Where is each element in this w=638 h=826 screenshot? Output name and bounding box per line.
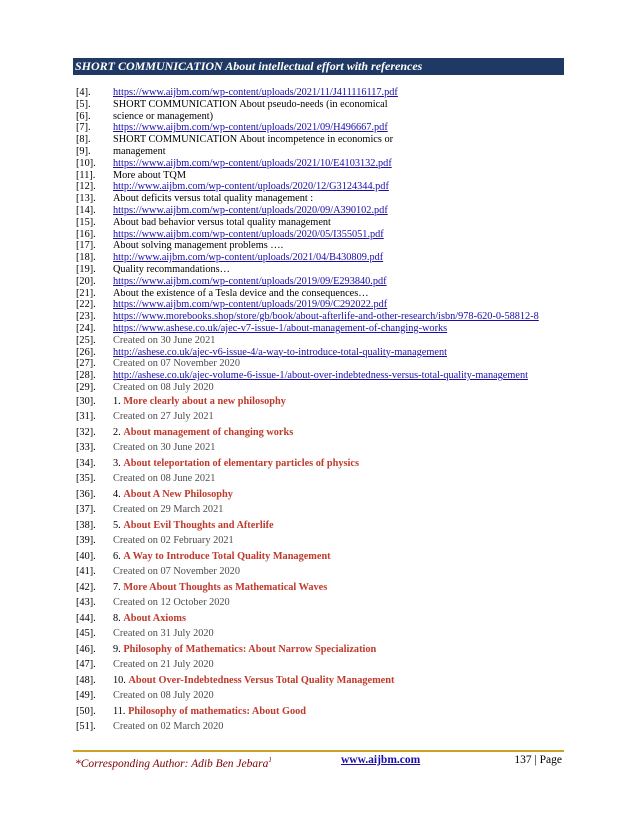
reference-item xyxy=(76,595,566,611)
reference-item xyxy=(76,276,566,288)
reference-text: Quality recommandations… xyxy=(113,263,230,275)
reference-text: About bad behavior versus total quality management xyxy=(113,216,331,228)
article-title xyxy=(113,704,306,720)
reference-item xyxy=(76,719,566,735)
reference-number: [10]. xyxy=(76,157,96,169)
article-title xyxy=(113,487,233,503)
reference-item xyxy=(76,518,566,534)
reference-item xyxy=(76,252,566,264)
article-index: 11. xyxy=(113,705,126,717)
reference-item xyxy=(76,170,566,182)
reference-number: [18]. xyxy=(76,252,96,264)
reference-number: [24]. xyxy=(76,322,96,334)
reference-item xyxy=(76,502,566,518)
reference-number: [35]. xyxy=(76,473,96,485)
reference-number: [31]. xyxy=(76,411,96,423)
reference-item xyxy=(76,580,566,596)
reference-number: [41]. xyxy=(76,566,96,578)
reference-link[interactable]: https://www.aijbm.com/wp-content/uploads/2020/05/I355051.pdf xyxy=(113,228,384,240)
reference-number: [30]. xyxy=(76,395,96,407)
reference-number: [6]. xyxy=(76,110,91,122)
reference-number: [14]. xyxy=(76,204,96,216)
reference-number: [13]. xyxy=(76,193,96,205)
article-index: 4. xyxy=(113,488,121,500)
reference-text: SHORT COMMUNICATION About incompetence in economics or xyxy=(113,134,394,146)
reference-link[interactable]: http://www.aijbm.com/wp-content/uploads/2020/12/G3124344.pdf xyxy=(113,181,389,193)
reference-item xyxy=(76,626,566,642)
reference-number: [27]. xyxy=(76,358,96,370)
reference-number: [40]. xyxy=(76,550,96,562)
reference-number: [32]. xyxy=(76,426,96,438)
reference-item xyxy=(76,471,566,487)
reference-item xyxy=(76,335,566,347)
reference-number: [33]. xyxy=(76,442,96,454)
reference-item xyxy=(76,657,566,673)
reference-link[interactable]: https://www.aijbm.com/wp-content/uploads/2021/11/J411116117.pdf xyxy=(113,87,398,98)
article-title-text[interactable]: About Evil Thoughts and Afterlife xyxy=(123,519,274,531)
reference-item xyxy=(76,382,566,394)
reference-item xyxy=(76,264,566,276)
article-title-text[interactable]: More About Thoughts as Mathematical Waves xyxy=(123,581,328,593)
reference-item xyxy=(76,311,566,323)
reference-link[interactable]: https://www.aijbm.com/wp-content/uploads/2019/09/E293840.pdf xyxy=(113,275,387,287)
created-date: Created on 31 July 2020 xyxy=(113,628,214,640)
reference-item xyxy=(76,611,566,627)
reference-number: [39]. xyxy=(76,535,96,547)
reference-number: [11]. xyxy=(76,169,96,181)
reference-item xyxy=(76,533,566,549)
page-number: 137 | Page xyxy=(514,754,562,766)
article-title-text[interactable]: About Axioms xyxy=(123,612,186,624)
reference-item xyxy=(76,394,566,410)
reference-text: science or management) xyxy=(113,110,214,122)
reference-number: [45]. xyxy=(76,628,96,640)
article-title xyxy=(113,425,293,441)
article-title xyxy=(113,673,394,689)
article-title xyxy=(113,456,359,472)
reference-item xyxy=(76,299,566,311)
reference-number: [26]. xyxy=(76,346,96,358)
reference-number: [42]. xyxy=(76,581,96,593)
article-title xyxy=(113,549,331,565)
reference-number: [28]. xyxy=(76,370,96,382)
reference-item xyxy=(76,217,566,229)
reference-link[interactable]: https://www.ashese.co.uk/ajec-v7-issue-1/about-management-of-changing-works xyxy=(113,322,448,334)
reference-item xyxy=(76,134,566,146)
reference-number: [16]. xyxy=(76,228,96,240)
created-date: Created on 30 June 2021 xyxy=(113,334,216,346)
article-title xyxy=(113,518,274,534)
created-date: Created on 02 February 2021 xyxy=(113,535,234,547)
reference-text: About deficits versus total quality management : xyxy=(113,193,314,205)
reference-number: [48]. xyxy=(76,674,96,686)
reference-item xyxy=(76,323,566,335)
reference-number: [22]. xyxy=(76,299,96,311)
reference-number: [15]. xyxy=(76,216,96,228)
reference-number: [7]. xyxy=(76,122,91,134)
reference-text: About solving management problems …. xyxy=(113,240,284,252)
created-date: Created on 12 October 2020 xyxy=(113,597,230,609)
reference-item xyxy=(76,158,566,170)
article-title-text[interactable]: A Way to Introduce Total Quality Management xyxy=(123,550,331,562)
corresponding-author: *Corresponding Author: Adib Ben Jebara$^1$ xyxy=(75,756,272,770)
created-date: Created on 02 March 2020 xyxy=(113,721,224,733)
created-date: Created on 08 July 2020 xyxy=(113,381,214,393)
article-title-text[interactable]: More clearly about a new philosophy xyxy=(123,395,286,407)
footer-divider xyxy=(73,750,564,752)
reference-item xyxy=(76,240,566,252)
reference-item xyxy=(76,205,566,217)
reference-number: [23]. xyxy=(76,311,96,323)
reference-number: [5]. xyxy=(76,98,91,110)
reference-item xyxy=(76,181,566,193)
reference-item xyxy=(76,673,566,689)
section-header: SHORT COMMUNICATION About intellectual effort with references xyxy=(73,58,564,75)
created-date: Created on 07 November 2020 xyxy=(113,358,240,370)
reference-link[interactable]: http://ashese.co.uk/ajec-volume-6-issue-1/about-over-indebtedness-versus-total-quality-management xyxy=(113,370,528,382)
reference-item xyxy=(76,549,566,565)
reference-item xyxy=(76,193,566,205)
reference-number: [47]. xyxy=(76,659,96,671)
reference-number: [9]. xyxy=(76,145,91,157)
created-date: Created on 07 November 2020 xyxy=(113,566,240,578)
reference-item xyxy=(76,347,566,359)
reference-item xyxy=(76,229,566,241)
article-title-text[interactable]: About management of changing works xyxy=(123,426,294,438)
reference-item xyxy=(76,487,566,503)
article-index: 7. xyxy=(113,581,121,593)
reference-item xyxy=(76,564,566,580)
reference-link[interactable]: https://www.aijbm.com/wp-content/uploads/2019/09/C292022.pdf xyxy=(113,299,388,311)
reference-number: [50]. xyxy=(76,705,96,717)
article-index: 3. xyxy=(113,457,121,469)
article-index: 6. xyxy=(113,550,121,562)
created-date: Created on 08 July 2020 xyxy=(113,690,214,702)
created-date: Created on 08 June 2021 xyxy=(113,473,216,485)
reference-number: [25]. xyxy=(76,334,96,346)
article-index: 1. xyxy=(113,395,121,407)
reference-item xyxy=(76,146,566,158)
reference-text: More about TQM xyxy=(113,169,187,181)
reference-number: [38]. xyxy=(76,519,96,531)
article-title-text[interactable]: About teleportation of elementary particles of physics xyxy=(123,457,359,469)
reference-number: [44]. xyxy=(76,612,96,624)
journal-website-link[interactable]: www.aijbm.com xyxy=(341,754,421,766)
reference-number: [21]. xyxy=(76,287,96,299)
reference-number: [17]. xyxy=(76,240,96,252)
reference-link[interactable]: https://www.aijbm.com/wp-content/uploads/2021/10/E4103132.pdf xyxy=(113,157,392,169)
reference-number: [20]. xyxy=(76,275,96,287)
reference-item xyxy=(76,111,566,123)
reference-link[interactable]: http://ashese.co.uk/ajec-v6-issue-4/a-way-to-introduce-total-quality-management xyxy=(113,346,447,358)
reference-text: About the existence of a Tesla device and the consequences… xyxy=(113,287,369,299)
reference-number: [49]. xyxy=(76,690,96,702)
article-title xyxy=(113,580,327,596)
reference-number: [43]. xyxy=(76,597,96,609)
article-index: 8. xyxy=(113,612,121,624)
page-footer xyxy=(73,753,564,770)
reference-number: [8]. xyxy=(76,134,91,146)
reference-item xyxy=(76,440,566,456)
reference-item xyxy=(76,370,566,382)
reference-text: SHORT COMMUNICATION About pseudo-needs (in economical xyxy=(113,98,388,110)
reference-number: [37]. xyxy=(76,504,96,516)
reference-item xyxy=(76,425,566,441)
reference-item xyxy=(76,456,566,472)
reference-link[interactable]: https://www.aijbm.com/wp-content/uploads/2020/09/A390102.pdf xyxy=(113,204,388,216)
reference-number: [51]. xyxy=(76,721,96,733)
created-date: Created on 21 July 2020 xyxy=(113,659,214,671)
reference-item xyxy=(76,99,566,111)
article-title-text[interactable]: Philosophy of mathematics: About Good xyxy=(128,705,307,717)
reference-item xyxy=(76,688,566,704)
reference-text: management xyxy=(113,145,166,157)
article-title-text[interactable]: About Over-Indebtedness Versus Total Quality Management xyxy=(128,674,395,686)
reference-number: [19]. xyxy=(76,263,96,275)
reference-number: [12]. xyxy=(76,181,96,193)
article-index: 9. xyxy=(113,643,121,655)
reference-item xyxy=(76,87,566,99)
reference-list xyxy=(76,87,566,735)
article-title-text[interactable]: About A New Philosophy xyxy=(123,488,233,500)
reference-item xyxy=(76,642,566,658)
reference-item xyxy=(76,358,566,370)
reference-number: [4]. xyxy=(76,87,91,98)
reference-number: [29]. xyxy=(76,381,96,393)
article-title xyxy=(113,394,286,410)
article-title xyxy=(113,611,186,627)
created-date: Created on 30 June 2021 xyxy=(113,442,216,454)
article-title-text[interactable]: Philosophy of Mathematics: About Narrow Specialization xyxy=(123,643,377,655)
reference-item xyxy=(76,122,566,134)
reference-item xyxy=(76,288,566,300)
reference-item xyxy=(76,704,566,720)
article-index: 2. xyxy=(113,426,121,438)
reference-number: [36]. xyxy=(76,488,96,500)
reference-item xyxy=(76,409,566,425)
reference-number: [46]. xyxy=(76,643,96,655)
reference-link[interactable]: http://www.aijbm.com/wp-content/uploads/2021/04/B430809.pdf xyxy=(113,252,384,264)
reference-link[interactable]: https://www.aijbm.com/wp-content/uploads/2021/09/H496667.pdf xyxy=(113,122,388,134)
reference-link[interactable]: https://www.morebooks.shop/store/gb/book/about-afterlife-and-other-research/isbn/978-620-0-58812-8 xyxy=(113,311,539,323)
article-index: 5. xyxy=(113,519,121,531)
article-index: 10. xyxy=(113,674,126,686)
created-date: Created on 27 July 2021 xyxy=(113,411,214,423)
article-title xyxy=(113,642,376,658)
created-date: Created on 29 March 2021 xyxy=(113,504,224,516)
reference-number: [34]. xyxy=(76,457,96,469)
